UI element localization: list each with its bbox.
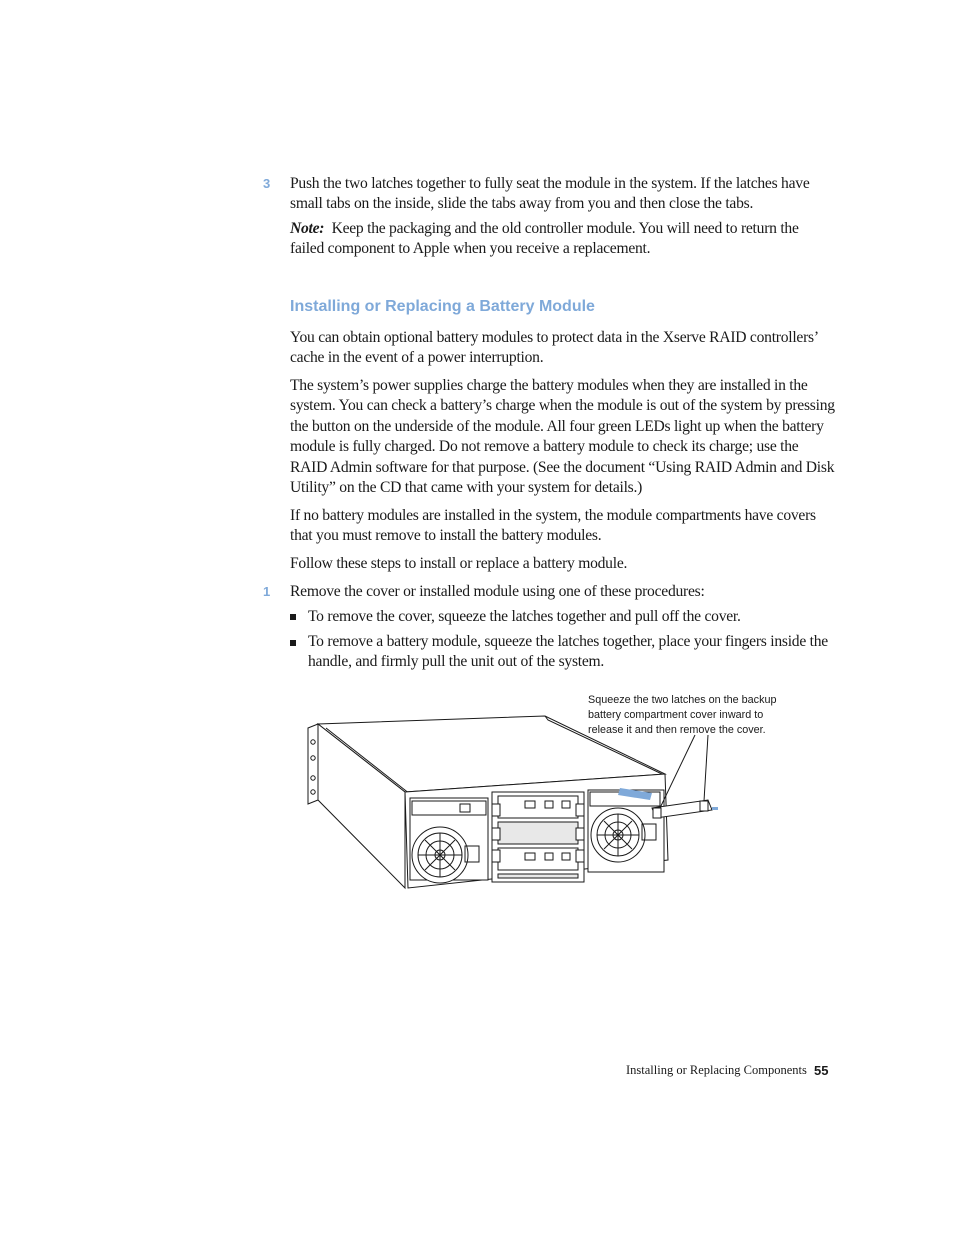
bullet-item-remove-battery: To remove a battery module, squeeze the latches together, place your fingers inside the handle, and firmly pull the unit out of the system.	[308, 633, 828, 671]
section-heading: Installing or Replacing a Battery Module	[290, 298, 595, 315]
bullet-icon	[290, 614, 296, 620]
note-label: Note:	[290, 220, 325, 237]
bullet-icon	[290, 640, 296, 646]
note-text: Keep the packaging and the old controller module. You will need to return the failed component to Apple when you receive a replacement.	[290, 220, 799, 258]
figure-callout: Squeeze the two latches on the backup battery compartment cover inward to release it and then remove the cover.	[588, 694, 777, 736]
paragraph-battery-charge: The system’s power supplies charge the battery modules when they are installed in the system. You can check a battery’s charge when the module is out of the system by pressing the button on the underside of the module. All four green LEDs light up when the battery module is fully charged. Do not remove a battery module to check its charge; use the RAID Admin software for that purpose. (See the document “Using RAID Admin and Disk Utility” on the CD that came with your system for details.)	[290, 377, 835, 497]
step-number-3: 3	[263, 176, 271, 191]
paragraph-follow-steps: Follow these steps to install or replace a battery module.	[290, 555, 628, 572]
bullet-item-remove-cover: To remove the cover, squeeze the latches together and pull off the cover.	[308, 608, 741, 625]
step-3-text: Push the two latches together to fully seat the module in the system. If the latches have small tabs on the inside, slide the tabs away from you and then close the tabs.	[290, 175, 810, 213]
paragraph-battery-intro: You can obtain optional battery modules to protect data in the Xserve RAID controllers’ cache in the event of a power interruption.	[290, 329, 818, 367]
page-number: 55	[814, 1063, 829, 1078]
paragraph-no-battery: If no battery modules are installed in the system, the module compartments have covers that you must remove to install the battery modules.	[290, 507, 816, 545]
xserve-raid-rear-illustration	[300, 700, 730, 895]
step-1-text: Remove the cover or installed module using one of these procedures:	[290, 583, 705, 600]
step-number-1: 1	[263, 584, 271, 599]
note-paragraph	[290, 219, 835, 260]
footer-chapter-title: Installing or Replacing Components	[626, 1063, 807, 1077]
